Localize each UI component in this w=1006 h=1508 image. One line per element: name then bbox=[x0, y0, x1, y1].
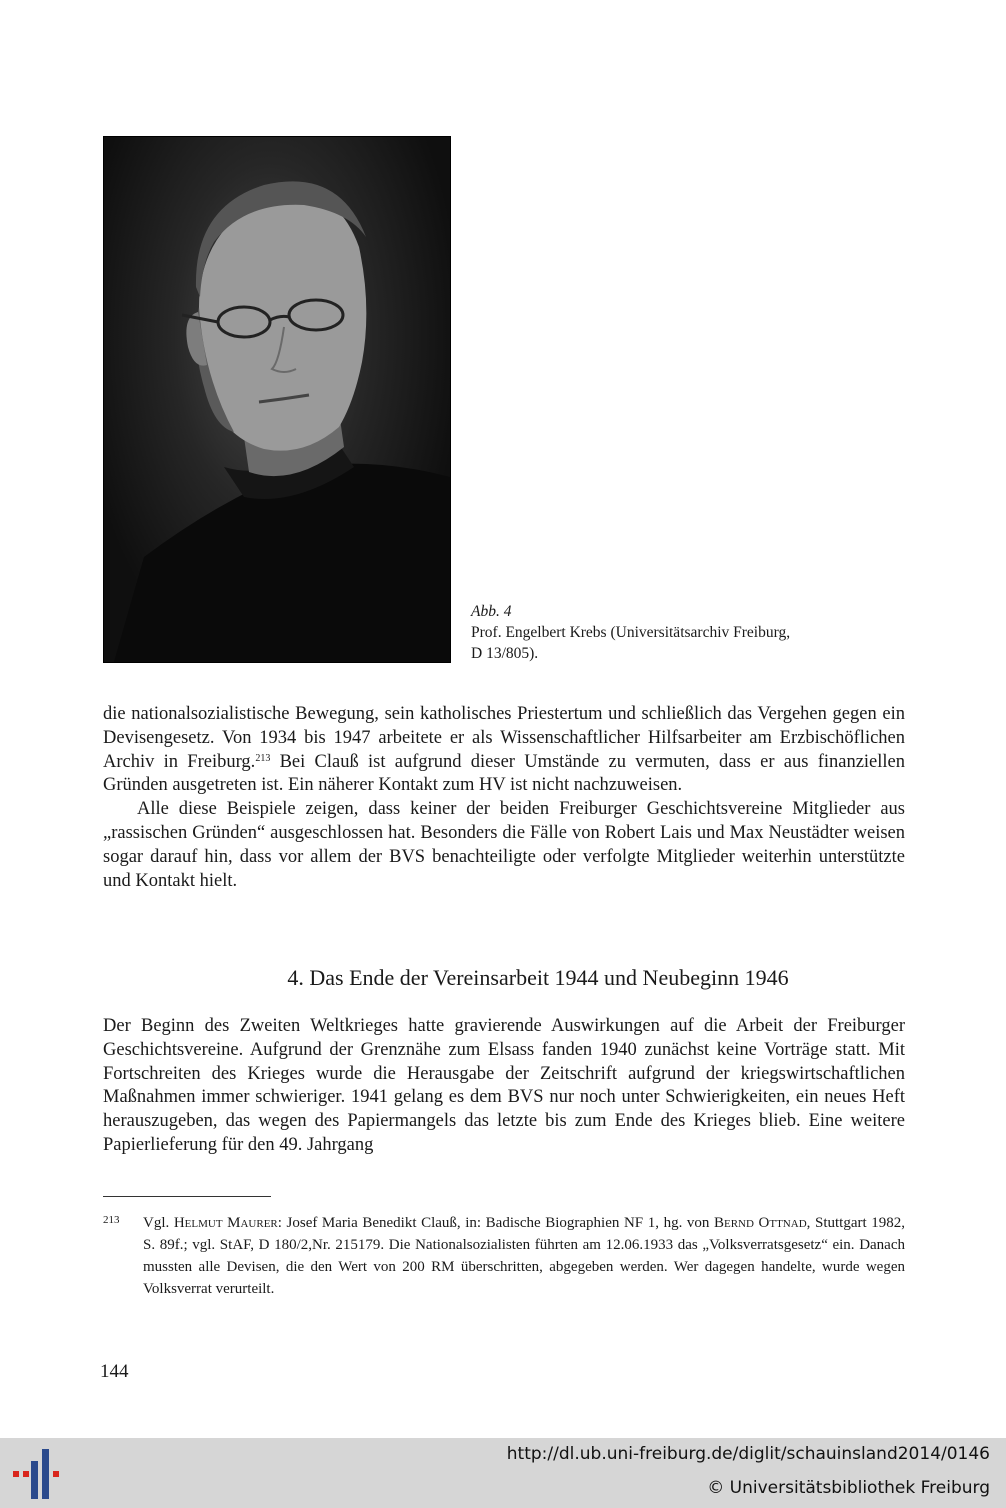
caption-line-2: D 13/805). bbox=[471, 645, 539, 662]
footnote-number: 213 bbox=[103, 1214, 120, 1226]
footnote-213 bbox=[103, 1212, 905, 1300]
page-number: 144 bbox=[100, 1361, 129, 1382]
body-text-lower bbox=[103, 1015, 905, 1158]
footnote-part-3: , Stuttgart 1982, S. 89f.; vgl. StAF, D 180/2,Nr. 215179. Die Nationalsozialisten führten am 12.06.1933 das „Volksverratsgesetz“ ein. Danach mussten alle Devisen, die den Wert von 200 RM überschritten, abgegeben werden. Wer dagegen handelte, wurde wegen Volksverrat verurteilt. bbox=[143, 1215, 905, 1297]
body-text-upper bbox=[103, 703, 905, 893]
footnote-reference[interactable]: 213 bbox=[255, 752, 271, 764]
paragraph-1-after-note: Bei Clauß ist aufgrund dieser Umstände zu vermuten, dass er aus finanziellen Gründen ausgetreten ist. Ein näherer Kontakt zum HV ist nicht nachzuweisen. bbox=[103, 751, 906, 796]
footnote-text bbox=[143, 1212, 905, 1300]
footnote-part-1: Vgl. bbox=[143, 1215, 174, 1231]
footnote-part-2: : Josef Maria Benedikt Clauß, in: Badische Biographien NF 1, hg. von bbox=[277, 1215, 714, 1231]
portrait-illustration bbox=[104, 137, 450, 662]
paragraph-1 bbox=[103, 703, 905, 798]
paragraph-3: Der Beginn des Zweiten Weltkrieges hatte gravierende Auswirkungen auf die Arbeit der Freiburger Geschichtsvereine. Aufgrund der Grenznähe zum Elsass fanden 1940 zunächst keine Vorträge statt. Mit Fortschreiten des Krieges wurde die Herausgabe der Zeitschrift aufgrund der kriegswirtschaftlichen Maßnahmen immer schwieriger. 1941 gelang es dem BVS nur noch unter Schwierigkeiten, ein neues Heft herauszugeben, das wegen des Papiermangels das letzte bis zum Ende des Krieges blieb. Eine weitere Papierlieferung für den 49. Jahrgang bbox=[103, 1016, 905, 1155]
footnote-divider bbox=[103, 1196, 271, 1197]
section-heading: 4. Das Ende der Vereinsarbeit 1944 und Neubeginn 1946 bbox=[287, 965, 789, 990]
copyright-notice: © Universitätsbibliothek Freiburg bbox=[707, 1478, 990, 1498]
document-url-link[interactable]: http://dl.ub.uni-freiburg.de/diglit/schauinsland2014/0146 bbox=[506, 1444, 990, 1464]
paragraph-1-before-note: die nationalsozialistische Bewegung, sein katholisches Priestertum und schließlich das Vergehen gegen ein Devisengesetz. Von 1934 bis 1947 arbeitete er als Wissenschaftlicher Hilfsarbeiter am Erzbischöflichen Archiv in Freiburg. bbox=[103, 704, 905, 772]
ub-freiburg-logo-icon bbox=[13, 1447, 63, 1499]
footnote-author-1: Helmut Maurer bbox=[173, 1215, 278, 1231]
figure-caption bbox=[471, 601, 871, 664]
figure-label: Abb. 4 bbox=[471, 603, 512, 620]
portrait-photo bbox=[103, 136, 451, 663]
paragraph-2: Alle diese Beispiele zeigen, dass keiner der beiden Freiburger Geschichtsvereine Mitglieder aus „rassischen Gründen“ ausgeschlossen hat. Besonders die Fälle von Robert Lais und Max Neustädter weisen sogar darauf hin, dass vor allem der BVS benachteiligte oder verfolgte Mitglieder weiterhin unterstützte und Kontakt hielt. bbox=[103, 799, 905, 891]
caption-line-1: Prof. Engelbert Krebs (Universitätsarchiv Freiburg, bbox=[471, 624, 791, 641]
viewer-footer bbox=[0, 1438, 1006, 1508]
footnote-author-2: Bernd Ottnad bbox=[714, 1215, 807, 1231]
